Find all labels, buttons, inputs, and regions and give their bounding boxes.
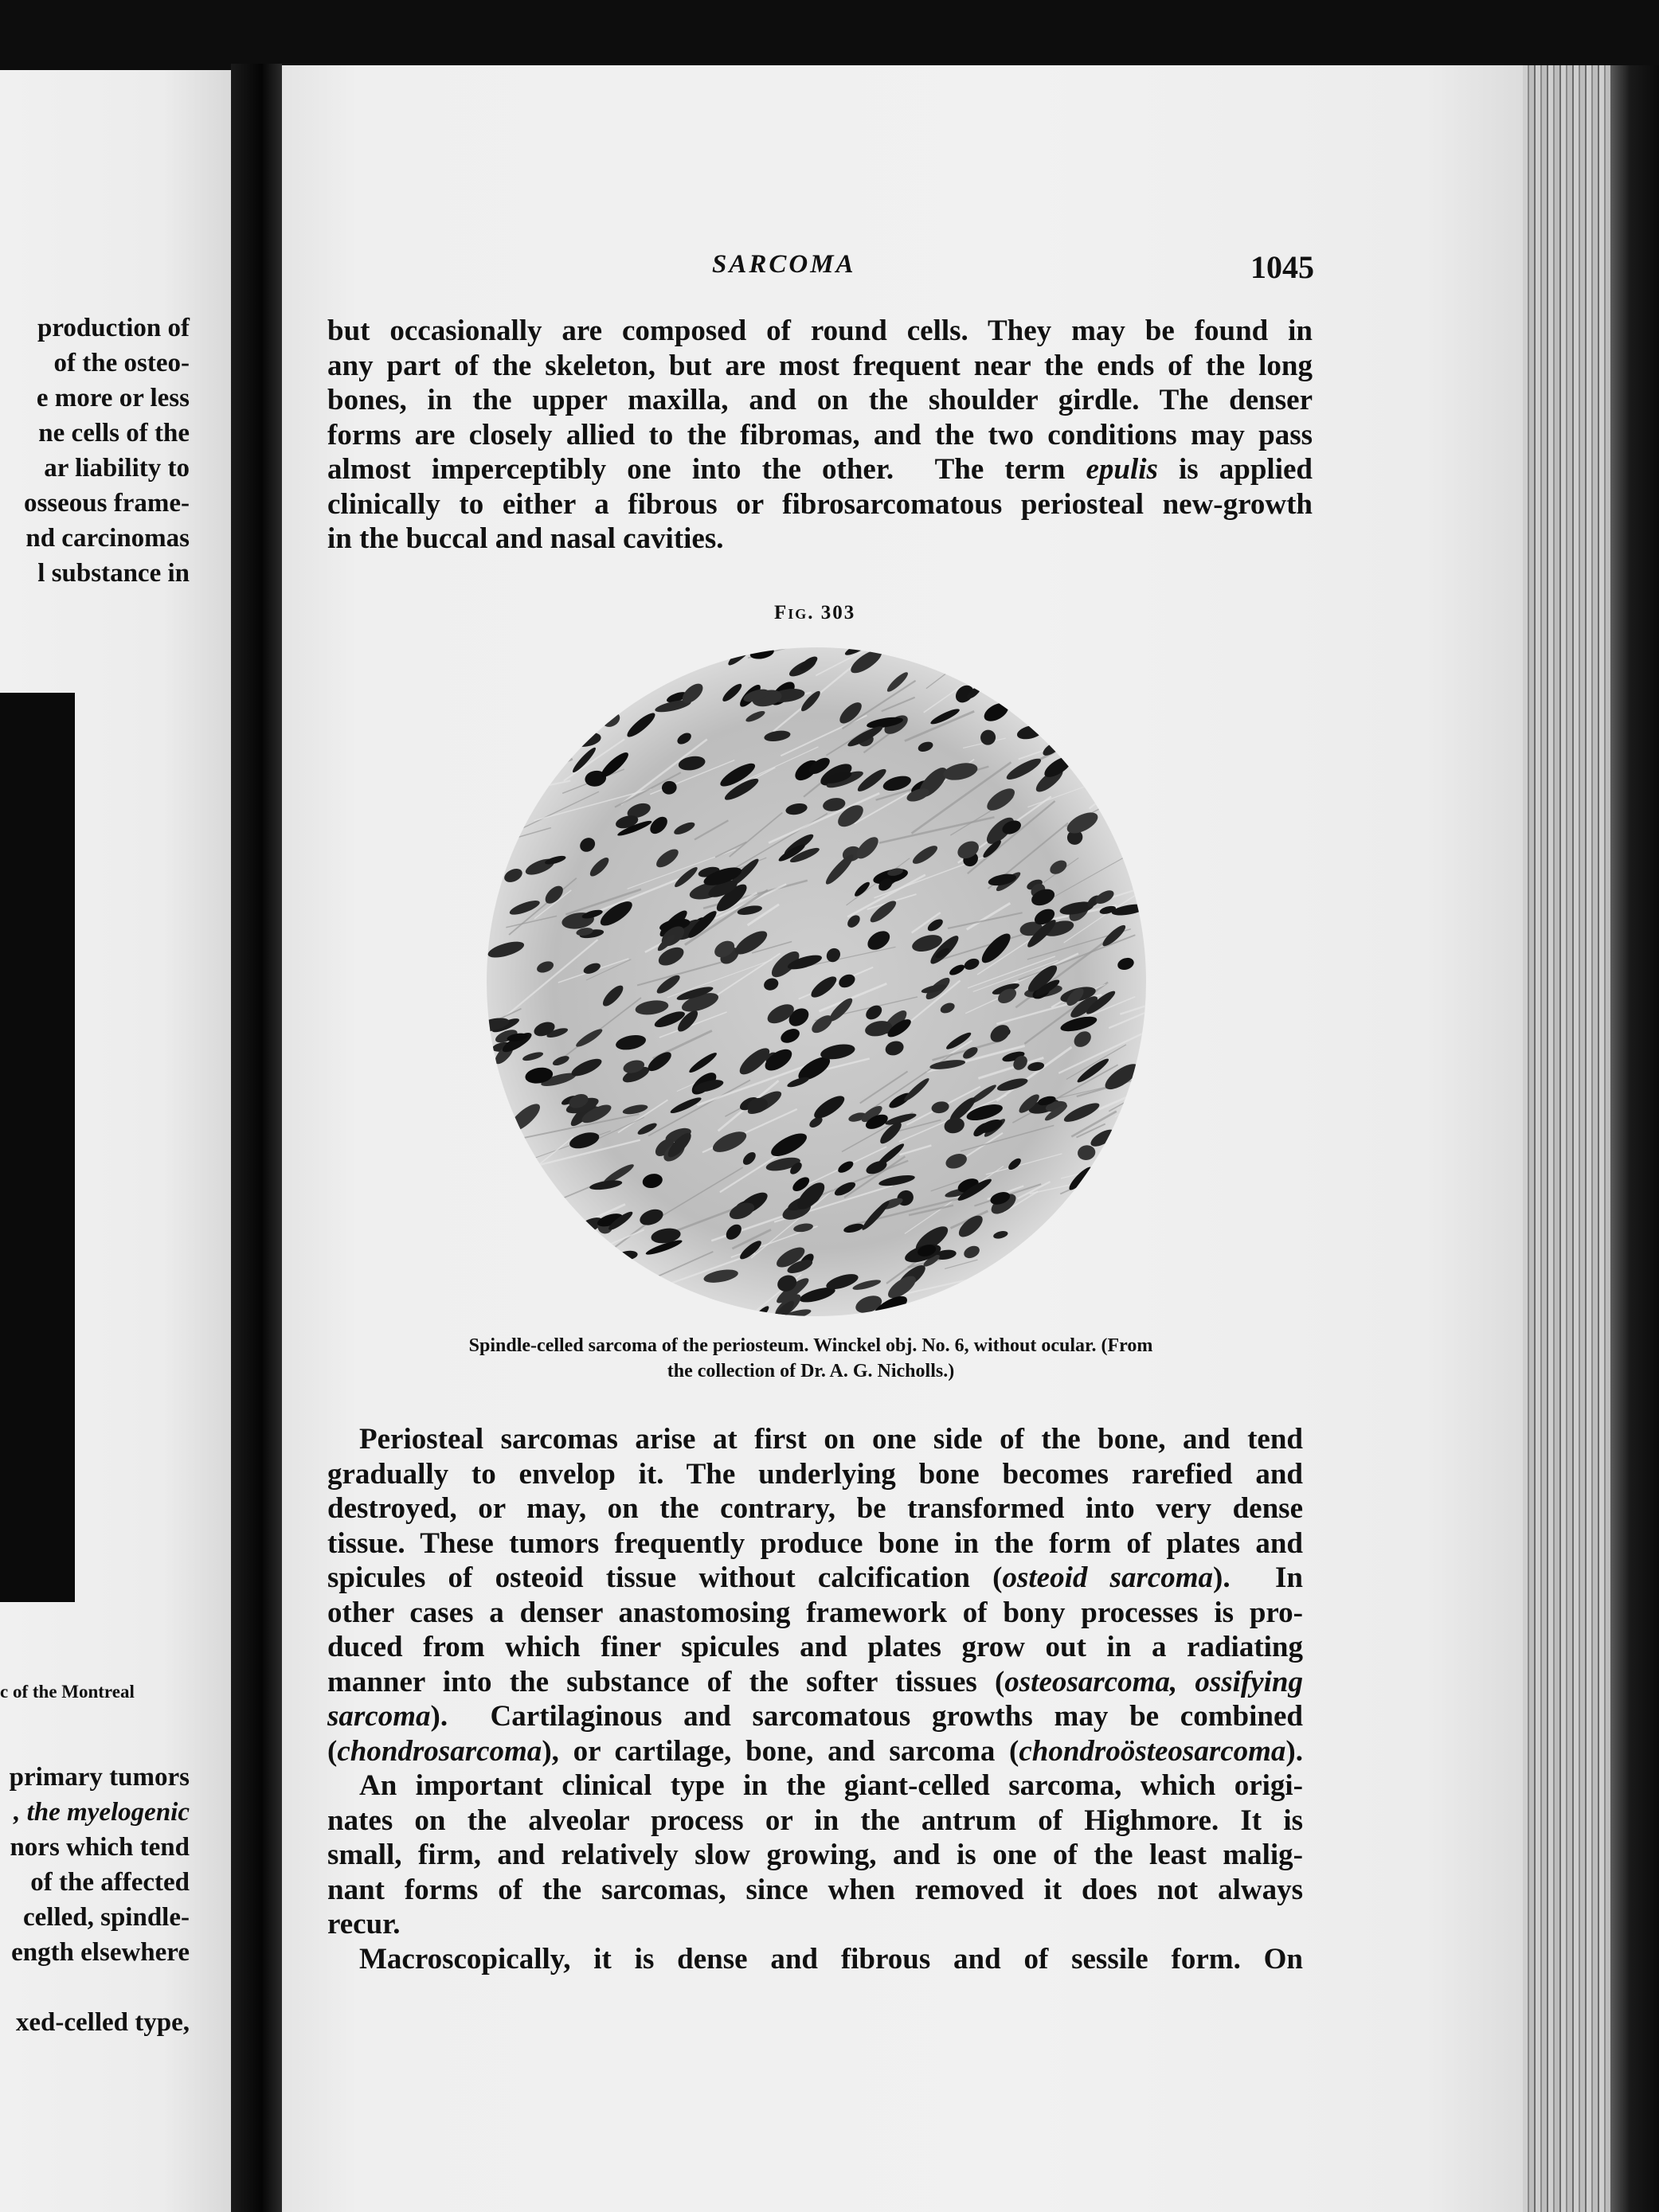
fiber-strand	[597, 675, 651, 697]
fiber-strand	[617, 645, 659, 665]
fiber-strand	[793, 643, 828, 644]
fiber-strand	[1110, 651, 1150, 683]
text-line-chondrosarcoma: (chondrosarcoma), or cartilage, bone, and sarcoma (chondroösteosarcoma).	[327, 1734, 1303, 1768]
fiber-strand	[1072, 1198, 1150, 1226]
text-line: nant forms of the sarcomas, since when removed it does not always	[327, 1873, 1303, 1906]
fiber-strand	[1090, 647, 1147, 680]
text-line: An important clinical type in the giant-celled sarcoma, which origi-	[359, 1769, 1303, 1802]
fiber-strand	[1119, 662, 1150, 693]
text-line: recur.	[327, 1908, 401, 1940]
paragraph-periosteal-sarcomas	[327, 1422, 1303, 1976]
figure-caption	[357, 1333, 1265, 1384]
fiber-strand	[538, 697, 569, 710]
running-head	[327, 248, 1314, 288]
left-text-line: nors which tend	[10, 1833, 190, 1862]
fiber-strand	[1146, 658, 1150, 694]
fiber-strand	[1117, 658, 1150, 670]
fiber-strand	[540, 681, 635, 717]
text-line: nates on the alveolar process or in the antrum of Highmore. It is	[327, 1804, 1303, 1837]
text-line: Macroscopically, it is dense and fibrous and of sessile form. On	[359, 1942, 1303, 1976]
page-number: 1045	[1250, 249, 1314, 285]
text-line-with-epulis: almost imperceptibly one into the other. The term epulis is applied	[327, 453, 1313, 486]
figure-label: Fig. 303	[774, 602, 856, 623]
text-line: other cases a denser anastomosing framework of bony processes is pro-	[327, 1596, 1303, 1629]
text-line: in the buccal and nasal cavities.	[327, 522, 724, 555]
fiber-strand	[1073, 1217, 1150, 1246]
left-text-line: ar liability to	[44, 454, 190, 483]
fiber-strand	[613, 643, 697, 659]
micrograph-figure	[483, 643, 1150, 1320]
text-line: tissue. These tumors frequently produce bone in the form of plates and	[327, 1526, 1303, 1560]
fiber-strand	[1123, 643, 1150, 660]
fiber-strand	[495, 697, 573, 730]
left-text-line: , the myelogenic	[14, 1798, 190, 1827]
fiber-strand	[1068, 707, 1128, 721]
fiber-strand	[1019, 662, 1127, 714]
fiber-strand	[1147, 647, 1150, 669]
fiber-strand	[1090, 752, 1150, 809]
text-line-ossifying: sarcoma). Cartilaginous and sarcomatous growths may be combined	[327, 1700, 1303, 1733]
fiber-strand	[1022, 1277, 1105, 1312]
running-head-title: SARCOMA	[712, 250, 856, 279]
fiber-strand	[615, 643, 685, 663]
left-text-line: ne cells of the	[38, 419, 190, 447]
book-gutter	[231, 64, 282, 2212]
text-line: duced from which finer spicules and plates grow out in a radiating	[327, 1631, 1303, 1663]
caption-line: the collection of Dr. A. G. Nicholls.)	[667, 1361, 955, 1382]
text-line: clinically to either a fibrous or fibrosarcomatous periosteal new-growth	[327, 487, 1313, 521]
page-edges	[1523, 65, 1610, 2212]
left-text-line: of the osteo-	[53, 349, 190, 377]
text-line: bones, in the upper maxilla, and on the shoulder girdle. The denser	[327, 384, 1313, 416]
left-text-line: e more or less	[36, 384, 190, 412]
left-text-line: celled, spindle-	[22, 1903, 190, 1932]
fiber-strand	[539, 692, 610, 709]
book-edge-shadow	[1610, 65, 1659, 2212]
text-line: Periosteal sarcomas arise at first on one side of the bone, and tend	[359, 1423, 1303, 1456]
left-plate-caption: c of the Montreal	[0, 1682, 135, 1702]
text-line-osteosarcoma: manner into the substance of the softer tissues (osteosarcoma, ossifying	[327, 1665, 1303, 1698]
spindle-cell-micrograph	[483, 643, 1150, 1320]
fiber-strand	[1080, 731, 1149, 767]
text-line: but occasionally are composed of round cells. They may be found in	[327, 315, 1313, 347]
fiber-strand	[1148, 990, 1150, 1010]
paragraph-continued	[327, 314, 1313, 557]
fiber-strand	[1054, 687, 1150, 746]
left-text-line: osseous frame-	[23, 489, 190, 518]
fiber-strand	[1134, 828, 1150, 852]
fiber-strand	[487, 651, 582, 671]
fiber-strand	[586, 643, 654, 679]
fiber-strand	[1137, 763, 1150, 781]
fiber-strand	[1119, 1202, 1150, 1229]
left-page-fragment	[0, 70, 233, 2212]
left-text-line: ength elsewhere	[11, 1938, 190, 1967]
left-text-line: primary tumors	[9, 1763, 190, 1792]
fiber-strand	[1031, 1220, 1121, 1292]
left-text-line: l substance in	[37, 559, 190, 588]
caption-line: Spindle-celled sarcoma of the periosteum. Winckel obj. No. 6, without ocular. (From	[468, 1335, 1153, 1356]
text-line: gradually to envelop it. The underlying bone becomes rarefied and	[327, 1457, 1303, 1491]
left-text-line: production of	[37, 314, 190, 342]
left-text-line: of the affected	[30, 1868, 190, 1897]
text-line: small, firm, and relatively slow growing, and is one of the least malig-	[327, 1839, 1303, 1871]
text-line: forms are closely allied to the fibromas, and the two conditions may pass	[327, 418, 1313, 451]
text-line-osteoid: spicules of osteoid tissue without calcification (osteoid sarcoma). In	[327, 1561, 1303, 1594]
fiber-strand	[490, 786, 520, 811]
fiber-strand	[1069, 717, 1145, 739]
fiber-strand	[483, 1233, 532, 1267]
fiber-strand	[1138, 766, 1150, 780]
left-plate-image	[0, 693, 75, 1602]
left-text-line: nd carcinomas	[25, 524, 190, 553]
text-line: destroyed, or may, on the contrary, be transformed into very dense	[327, 1492, 1303, 1525]
fiber-strand	[1087, 643, 1150, 679]
left-text-line: xed-celled type,	[15, 2008, 190, 2037]
fiber-strand	[507, 712, 539, 736]
fiber-strand	[1091, 1170, 1150, 1222]
fiber-strand	[1066, 696, 1132, 733]
fiber-strand	[556, 1250, 597, 1265]
text-line: any part of the skeleton, but are most frequent near the ends of the long	[327, 349, 1313, 382]
fiber-strand	[859, 643, 930, 646]
